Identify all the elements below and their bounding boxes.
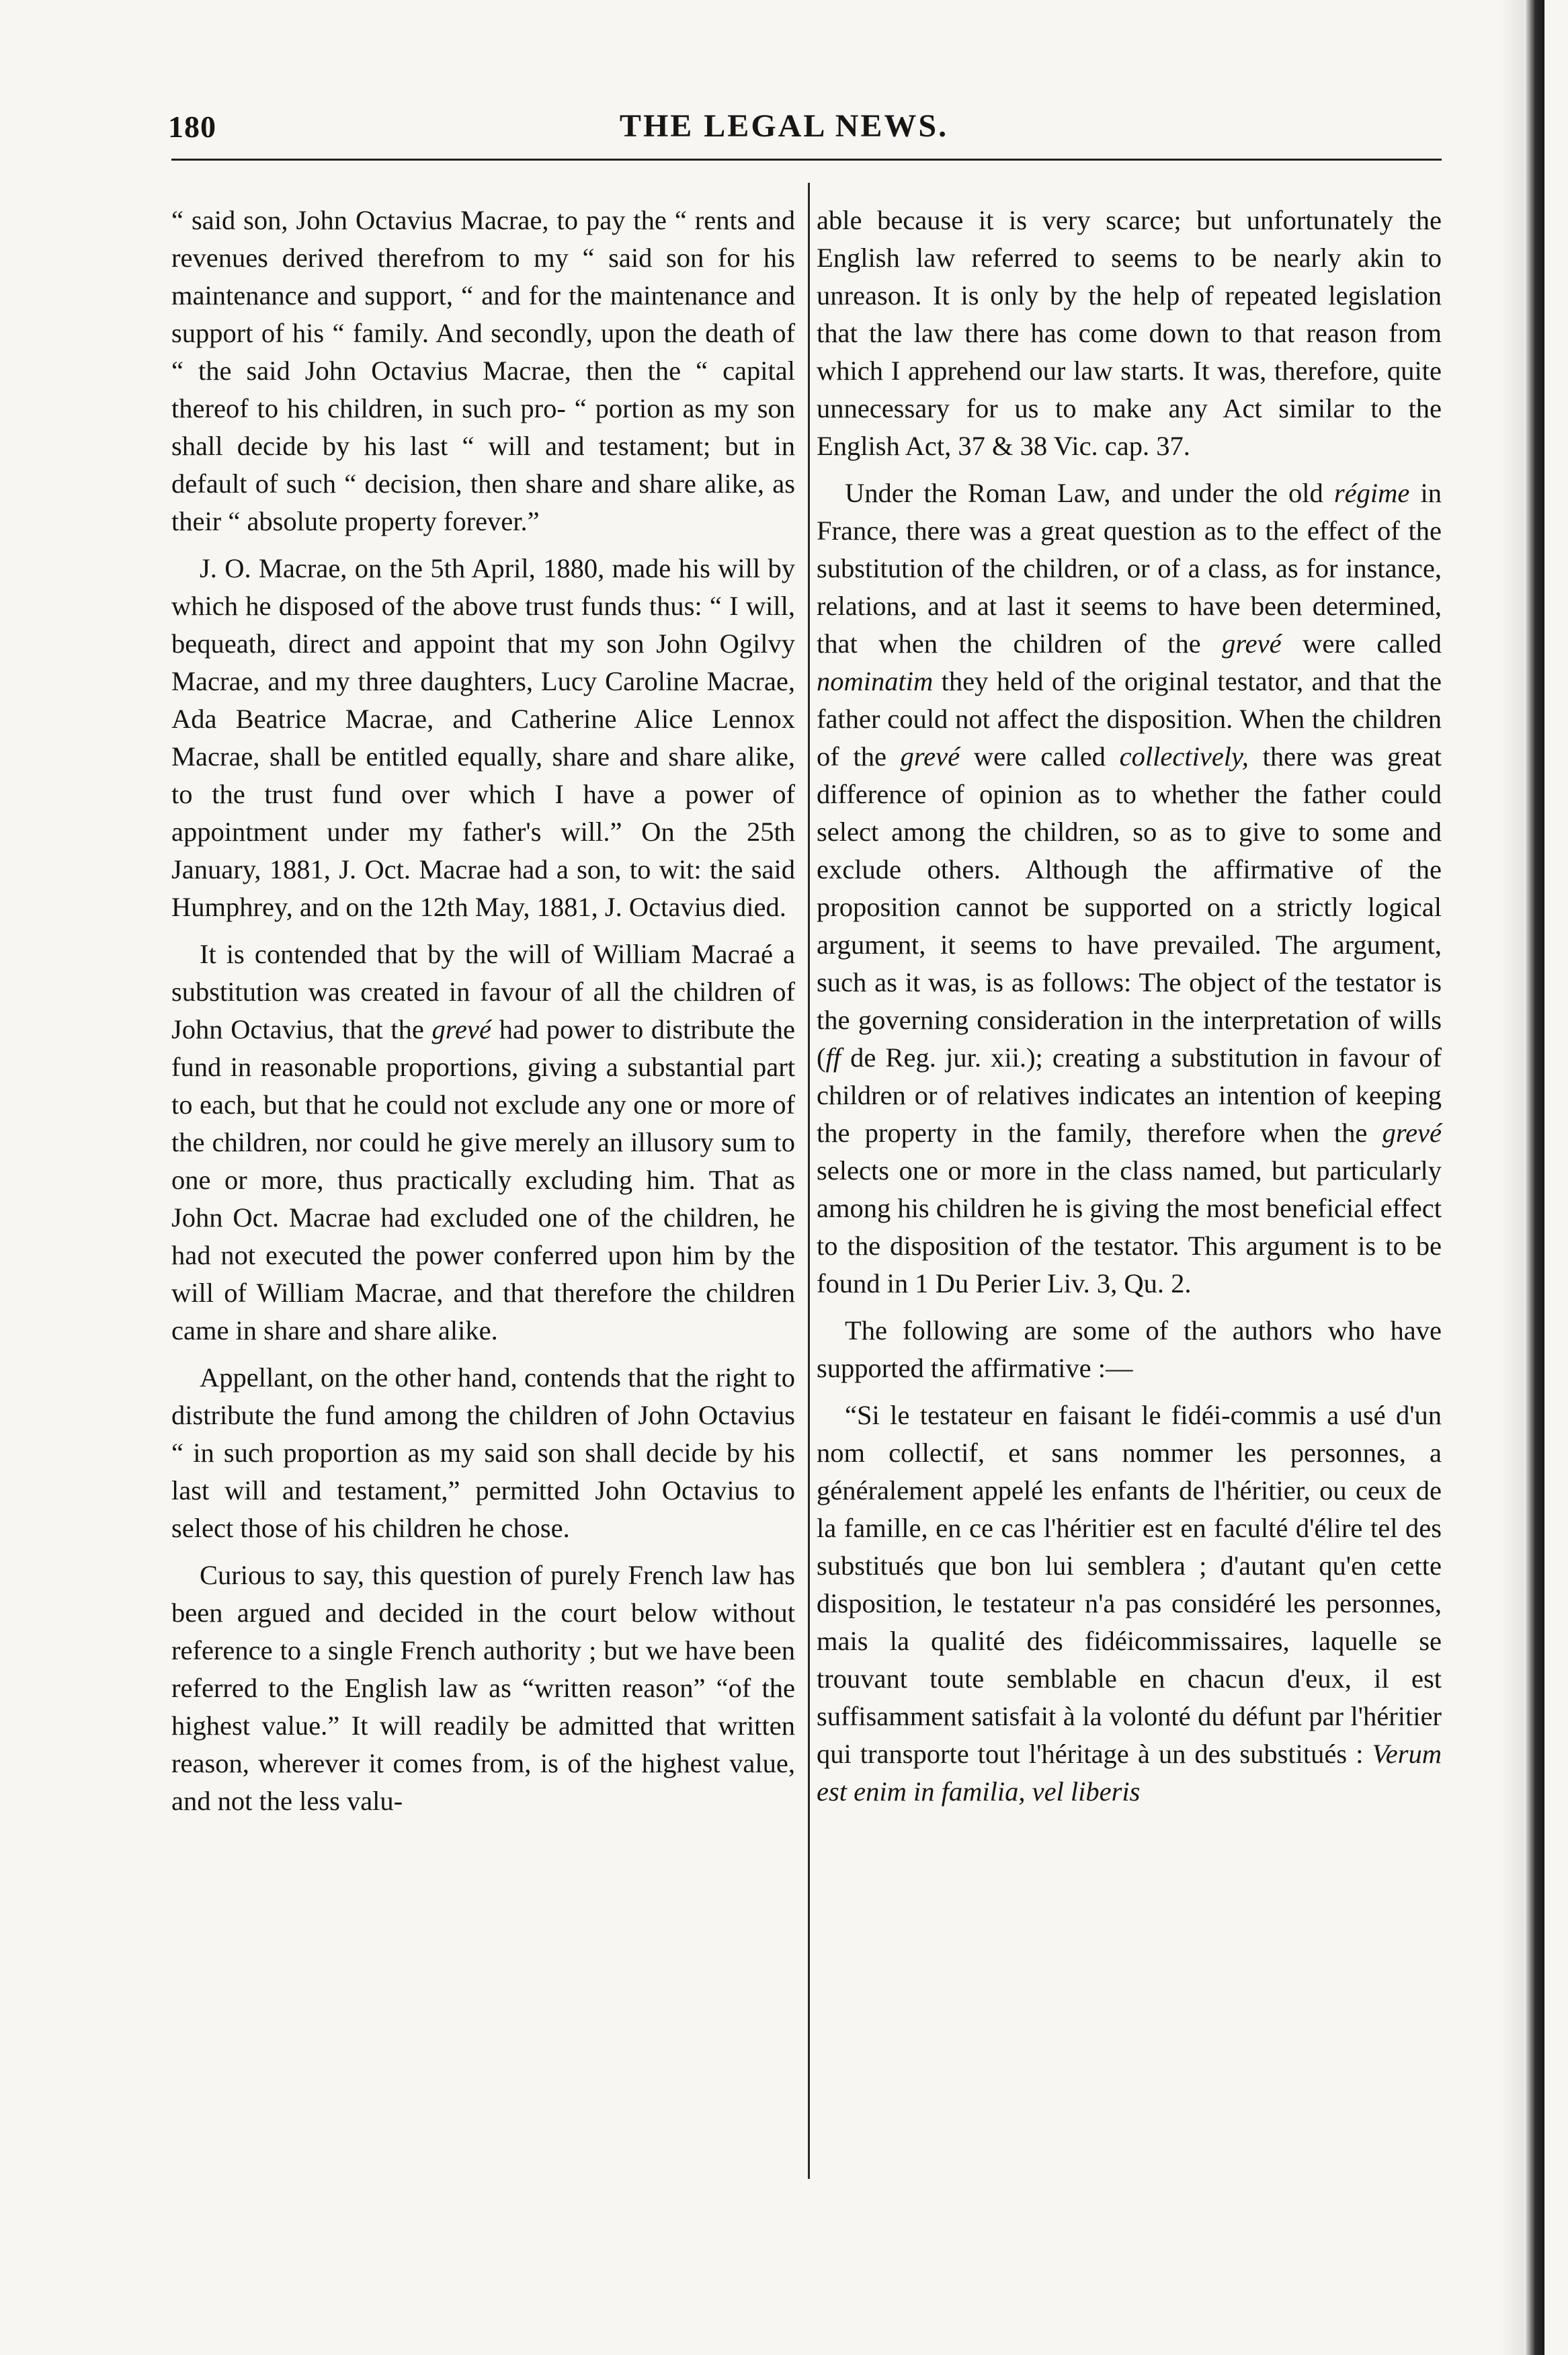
left-column: [171, 202, 795, 1829]
right-p2-text-c: were called: [1281, 628, 1442, 659]
column-divider: [808, 183, 810, 2179]
right-p2-greve-1: grevé: [1222, 628, 1282, 659]
header-rule: [171, 159, 1442, 161]
right-paragraph-2: [817, 474, 1442, 1303]
right-p2-nominatim: nominatim: [817, 666, 934, 696]
right-paragraph-4: [817, 1397, 1442, 1811]
left-paragraph-5: Curious to say, this question of purely French law has been argued and decided in the court below without reference to a single French authority ; but we have been referred to the English law as “written reason” “of the highest value.” It will readily be admitted that written reason, wherever it comes from, is of the highest value, and not the less valu-: [171, 1560, 795, 1816]
right-p2-text-b: in France, there was a great question as to the effect of the substitution of the children, or of a class, as for instance, relations, and at last it seems to have been determined, that when the children of the: [817, 478, 1442, 659]
left-paragraph-3: [171, 936, 795, 1350]
binding-shadow: [1499, 0, 1526, 2355]
page-number: 180: [168, 110, 216, 144]
left-p3-text-a: It is contended that by the will of William Macraé a substitution was created in favour of all the children of John Octavius, that the: [171, 939, 795, 1044]
right-p2-text-d: they held of the original testator, and that the father could not affect the disposition. When the children of the: [817, 666, 1442, 772]
right-p4-latin: Verum est enim in familia, vel liberis: [817, 1739, 1442, 1807]
right-p2-text-e: were called: [960, 741, 1120, 772]
left-paragraph-4: Appellant, on the other hand, contends that the right to distribute the fund among the children of John Octavius “ in such proportion as my said son shall decide by his last will and testament,” permitted John Octavius to select those of his children he chose.: [171, 1362, 795, 1543]
right-p2-text-h: selects one or more in the class named, but particularly among his children he is giving the most beneficial effect to the disposition of the testator. This argument is to be found in 1 Du Perier Liv. 3, Qu. 2.: [817, 1155, 1442, 1298]
right-p2-ff: ff: [825, 1042, 841, 1073]
left-p3-text-b: had power to distribute the fund in reasonable proportions, giving a substantial part to each, but that he could not exclude any one or more of the children, nor could he give merely an illusory sum to one or more, thus practically excluding him. That as John Oct. Macrae had excluded one of the children, he had not executed the power conferred upon him by the will of William Macrae, and that therefore the children came in share and share alike.: [171, 1014, 796, 1346]
page-edge: [1524, 0, 1544, 2355]
left-paragraph-2: J. O. Macrae, on the 5th April, 1880, made his will by which he disposed of the above trust funds thus: “ I will, bequeath, direct and appoint that my son John Ogilvy Macrae, and my three daughters, Lucy Caroline Macrae, Ada Beatrice Macrae, and Catherine Alice Lennox Macrae, shall be entitled equally, share and share alike, to the trust fund over which I have a power of appointment under my father's will.” On the 25th January, 1881, J. Oct. Macrae had a son, to wit: the said Humphrey, and on the 12th May, 1881, J. Octavius died.: [171, 553, 795, 922]
right-p2-greve-2: grevé: [900, 741, 960, 772]
right-p2-greve-3: grevé: [1382, 1118, 1442, 1148]
right-p2-collectively: collectively,: [1119, 741, 1249, 772]
right-p2-text-f: there was great difference of opinion as to whether the father could select among the children, so as to give to some and exclude others. Although the affirmative of the proposition cannot be supported on a strictly logical argument, it seems to have prevailed. The argument, such as it was, is as follows: The object of the testator is the governing consideration in the interpretation of wills (: [817, 741, 1442, 1073]
running-title: THE LEGAL NEWS.: [619, 108, 949, 144]
right-p2-text-g: de Reg. jur. xii.); creating a substitution in favour of children or of relatives indicates an intention of keeping the property in the family, therefore when the: [817, 1042, 1442, 1148]
left-p3-greve: grevé: [431, 1014, 491, 1044]
right-paragraph-1: able because it is very scarce; but unfortunately the English law referred to seems to be nearly akin to unreason. It is only by the help of repeated legislation that the law there has come down to that reason from which I apprehend our law starts. It was, therefore, quite unnecessary for us to make any Act similar to the English Act, 37 & 38 Vic. cap. 37.: [817, 205, 1442, 461]
right-column: [817, 202, 1442, 1820]
right-p4-french-quote: “Si le testateur en faisant le fidéi-commis a usé d'un nom collectif, et sans nommer les personnes, a généralement appelé les enfants de l'héritier, ou ceux de la famille, en ce cas l'héritier est en faculté d'élire tel des substitués que bon lui semblera ; d'autant qu'en cette disposition, le testateur n'a pas considéré les personnes, mais la qualité des fidéicommissaires, laquelle se trouvant toute semblable en chacun d'eux, il est suffisamment satisfait à la volonté du défunt par l'héritier qui transporte tout l'héritage à un des substitués :: [817, 1400, 1442, 1769]
right-paragraph-3: The following are some of the authors who have supported the affirmative :—: [817, 1315, 1442, 1383]
right-p2-text-a: Under the Roman Law, and under the old: [845, 478, 1334, 508]
left-paragraph-1: “ said son, John Octavius Macrae, to pay the “ rents and revenues derived therefrom to my “ said son for his maintenance and support, “ and for the maintenance and support of his “ family. And secondly, upon the death of “ the said John Octavius Macrae, then the “ capital thereof to his children, in such pro- “ portion as my son shall decide by his last “ will and testament; but in default of such “ decision, then share and share alike, as their “ absolute property forever.”: [171, 205, 795, 536]
right-p2-regime: régime: [1333, 478, 1410, 508]
